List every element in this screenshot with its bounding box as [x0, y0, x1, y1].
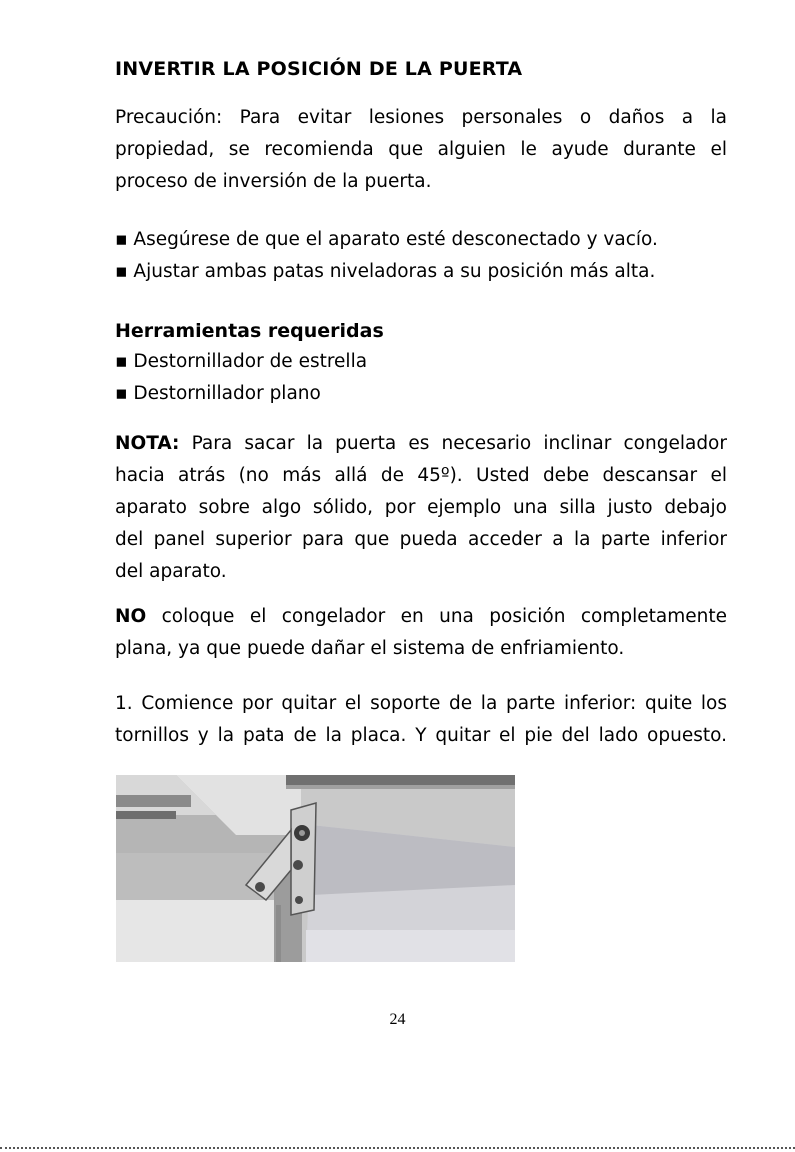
caution-line: proceso de inversión de la puerta.: [115, 171, 432, 192]
note-line: del panel superior para que pueda acceder a la parte inferior: [115, 529, 727, 550]
page-number: 24: [389, 1011, 406, 1028]
warning-paragraph: [115, 601, 727, 665]
page-bottom-border: [0, 1147, 795, 1149]
warning-text: coloque el congelador en una posición completamente: [161, 606, 727, 627]
tools-list: [115, 346, 727, 410]
list-item: ▪ Destornillador plano: [115, 383, 321, 404]
caution-line: Precaución: Para evitar lesiones personales o daños a la: [115, 107, 727, 128]
warning-line: plana, ya que puede dañar el sistema de enfriamiento.: [115, 638, 625, 659]
note-line: hacia atrás (no más allá de 45º). Usted debe descansar el: [115, 465, 727, 486]
step-1-paragraph: [115, 688, 727, 752]
list-item: ▪ Asegúrese de que el aparato esté desconectado y vacío.: [115, 229, 658, 250]
list-item: ▪ Ajustar ambas patas niveladoras a su posición más alta.: [115, 261, 656, 282]
warning-label: NO: [115, 606, 147, 627]
step-line: tornillos y la pata de la placa. Y quitar el pie del lado opuesto.: [115, 725, 727, 746]
prep-list: [115, 224, 727, 288]
caution-paragraph: [115, 102, 727, 198]
note-line: aparato sobre algo sólido, por ejemplo una silla justo debajo: [115, 497, 727, 518]
tools-heading: Herramientas requeridas: [115, 320, 384, 342]
note-text: Para sacar la puerta es necesario inclinar congelador: [191, 433, 727, 454]
caution-line: propiedad, se recomienda que alguien le ayude durante el: [115, 139, 727, 160]
hinge-bracket-photo: [116, 775, 515, 962]
section-title: INVERTIR LA POSICIÓN DE LA PUERTA: [115, 58, 523, 80]
step-line: 1. Comience por quitar el soporte de la parte inferior: quite los: [115, 693, 727, 714]
list-item: ▪ Destornillador de estrella: [115, 351, 368, 372]
note-paragraph: [115, 428, 727, 588]
note-label: NOTA:: [115, 433, 180, 454]
note-line: del aparato.: [115, 561, 227, 582]
